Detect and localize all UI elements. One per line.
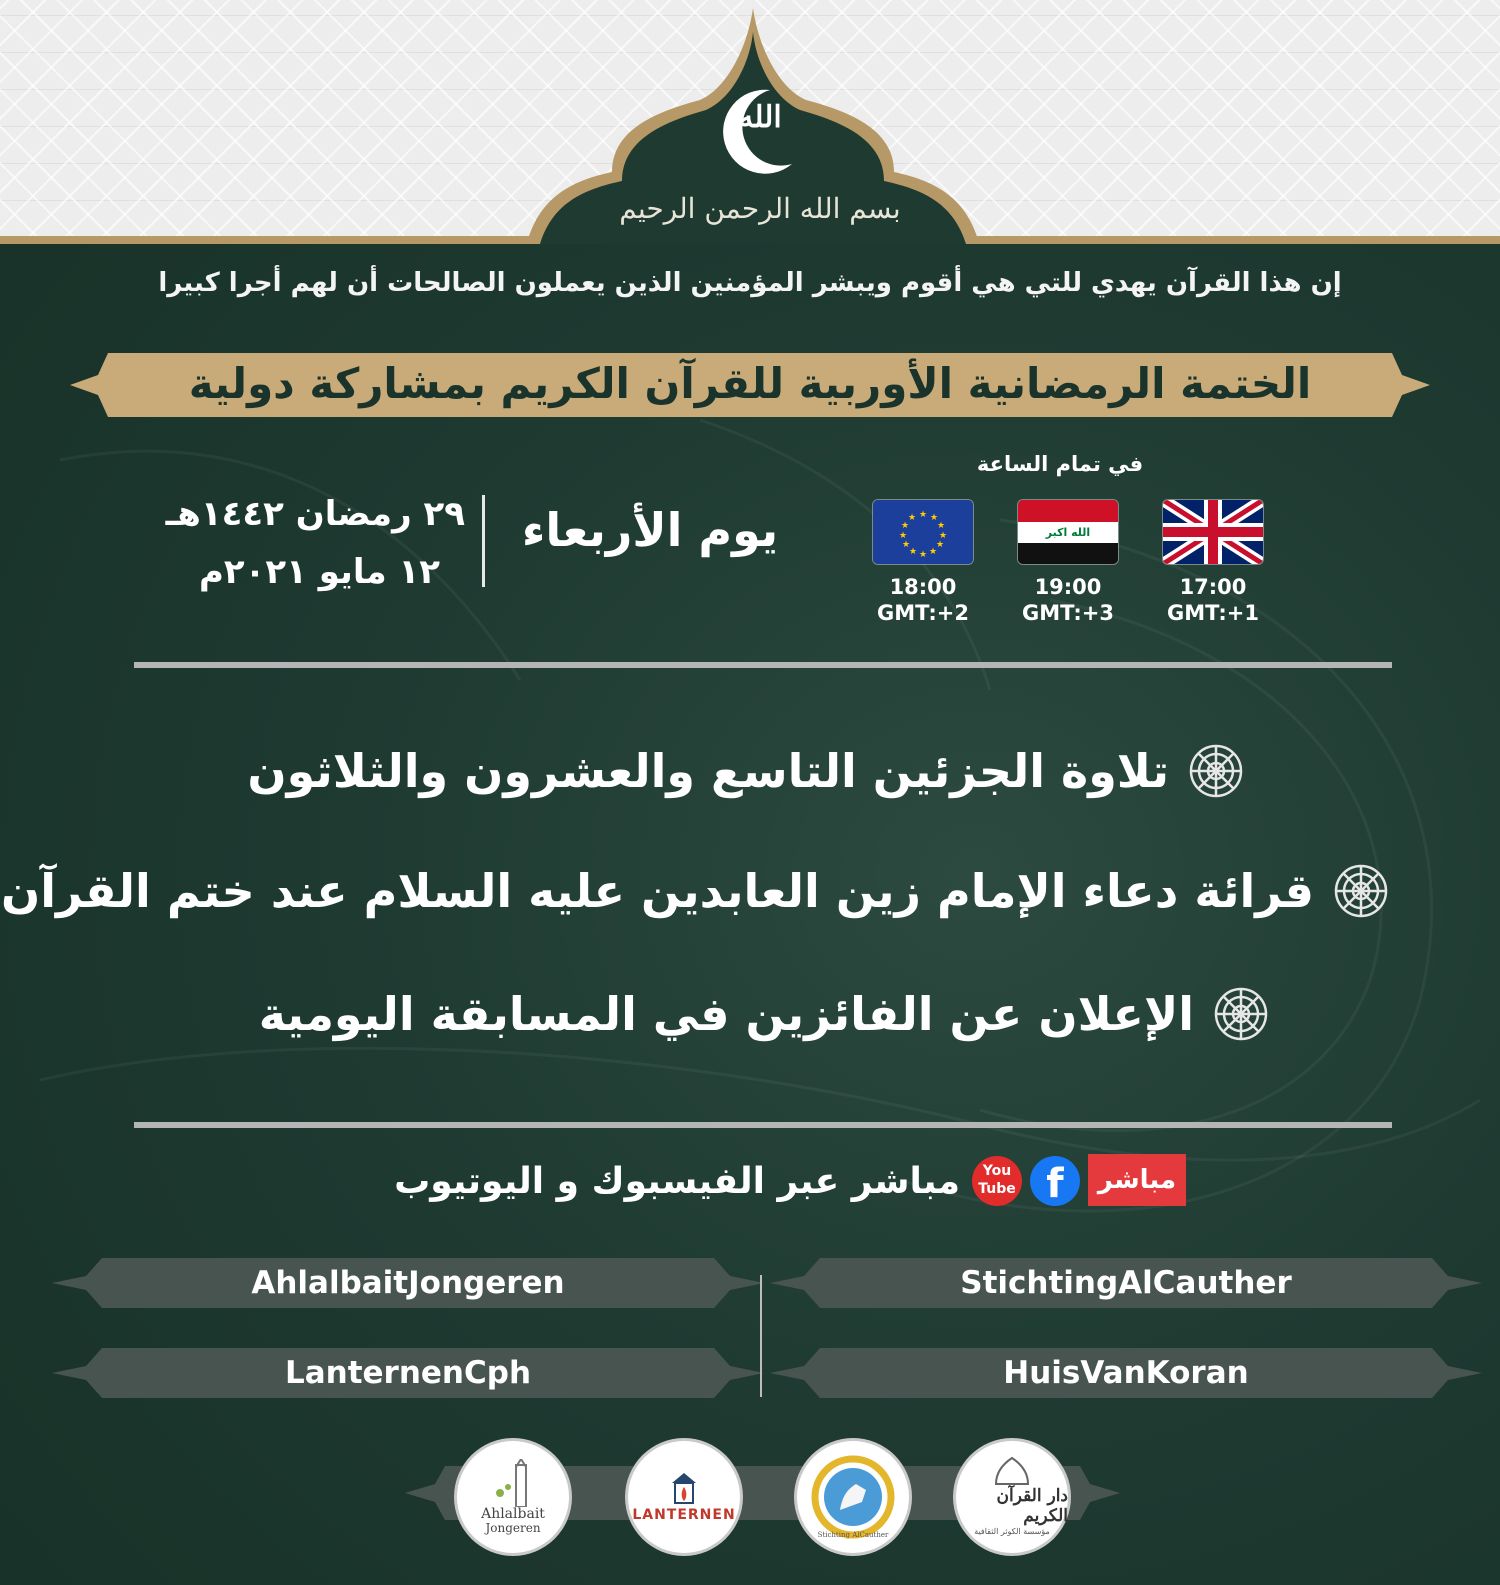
stichting-alcauther-logo [797, 1441, 909, 1553]
jongeren-logo-text: Jongeren [485, 1521, 541, 1535]
page-link-huis-van-koran[interactable] [806, 1344, 1446, 1402]
rosette-icon [1332, 862, 1390, 920]
svg-text:★: ★ [901, 540, 911, 550]
allah-calligraphy-emblem [700, 78, 806, 178]
svg-text:★: ★ [900, 521, 910, 531]
section-divider-top [134, 662, 1392, 668]
time-eu [868, 574, 978, 626]
basmala: بسم الله الرحمن الرحيم [619, 192, 901, 225]
lanternen-logo [628, 1441, 740, 1553]
svg-text:★: ★ [928, 547, 938, 557]
svg-text:★: ★ [918, 510, 928, 520]
gregorian-date: ١٢ مايو ٢٠٢١م [198, 552, 440, 592]
time-uk-gmt: GMT:+1 [1167, 601, 1259, 625]
time-uk-clock: 17:00 [1179, 575, 1247, 599]
event-title: الختمة الرمضانية الأوربية للقرآن الكريم بمشاركة دولية [188, 359, 1312, 408]
quran-house-logo-text: دار القرآن الكريم [996, 1486, 1068, 1526]
svg-text:★: ★ [898, 531, 908, 541]
mosque-icon [488, 1459, 538, 1507]
uk-flag-icon [1163, 500, 1263, 564]
youtube-icon-top: You [982, 1163, 1012, 1179]
program-item-winners [259, 985, 1270, 1043]
svg-text:★: ★ [936, 521, 946, 531]
lanternen-logo-text: LANTERNEN [632, 1507, 736, 1523]
svg-text:★: ★ [908, 547, 918, 557]
alcauther-logo-text: Stichting AlCauther [817, 1531, 889, 1539]
svg-text:★: ★ [938, 531, 948, 541]
page-link-stichting-alcauther[interactable] [806, 1254, 1446, 1312]
dome-ornament-icon [992, 1456, 1032, 1486]
time-eu-clock: 18:00 [889, 575, 957, 599]
quran-house-logo [956, 1441, 1068, 1553]
program-item-recitation [247, 742, 1245, 800]
page-link-label: StichtingAlCauther [960, 1265, 1292, 1301]
svg-text:★: ★ [929, 513, 939, 523]
svg-text:★: ★ [918, 550, 928, 560]
eu-flag-icon [873, 500, 973, 564]
rosette-icon [1187, 742, 1245, 800]
time-uk [1158, 574, 1268, 626]
page-link-lanternen-cph[interactable] [88, 1344, 728, 1402]
section-divider-bottom [134, 1122, 1392, 1128]
ahlalbait-jongeren-logo [457, 1441, 569, 1553]
pages-separator [760, 1275, 762, 1397]
program-item-text: تلاوة الجزئين التاسع والعشرون والثلاثون [247, 744, 1169, 798]
on-time-label: في تمام الساعة [976, 452, 1144, 476]
iraq-flag-icon [1018, 500, 1118, 564]
hijri-date: ٢٩ رمضان ١٤٤٢هـ [165, 494, 465, 534]
youtube-icon[interactable] [972, 1156, 1022, 1206]
page-link-ahlalbait-jongeren[interactable] [88, 1254, 728, 1312]
live-stream-row [300, 1154, 1200, 1210]
page-link-label: LanternenCph [284, 1355, 532, 1391]
time-iraq [1013, 574, 1123, 626]
event-day: يوم الأربعاء [521, 503, 779, 557]
facebook-icon[interactable]: f [1030, 1156, 1080, 1206]
svg-text:★: ★ [907, 513, 917, 523]
lantern-icon [664, 1471, 704, 1507]
hand-emblem-icon [810, 1454, 896, 1540]
quran-verse: إن هذا القرآن يهدي للتي هي أقوم ويبشر المؤمنين الذين يعملون الصالحات أن لهم أجرا كبيرا [158, 268, 1342, 298]
ahlalbait-logo-text: Ahlalbait [481, 1506, 545, 1522]
time-eu-gmt: GMT:+2 [877, 601, 969, 625]
svg-text:★: ★ [935, 540, 945, 550]
rosette-icon [1212, 985, 1270, 1043]
date-separator [482, 495, 485, 587]
quran-house-logo-subtext: مؤسسة الكوثر الثقافية [974, 1527, 1050, 1536]
program-item-dua [1, 862, 1390, 920]
program-item-text: قرائة دعاء الإمام زين العابدين عليه السلام عند ختم القرآن [1, 864, 1314, 918]
page-link-label: AhlalbaitJongeren [251, 1265, 565, 1301]
youtube-icon-bottom: Tube [978, 1181, 1016, 1197]
live-badge: مباشر [1088, 1154, 1186, 1206]
live-stream-text: مباشر عبر الفيسبوك و اليوتيوب [394, 1161, 960, 1202]
allah-text: الله [738, 100, 782, 135]
program-item-text: الإعلان عن الفائزين في المسابقة اليومية [258, 987, 1194, 1041]
page-link-label: HuisVanKoran [1003, 1355, 1249, 1391]
time-iraq-gmt: GMT:+3 [1022, 601, 1114, 625]
time-iraq-clock: 19:00 [1034, 575, 1102, 599]
iraq-flag-text: الله اكبر [1045, 526, 1091, 539]
